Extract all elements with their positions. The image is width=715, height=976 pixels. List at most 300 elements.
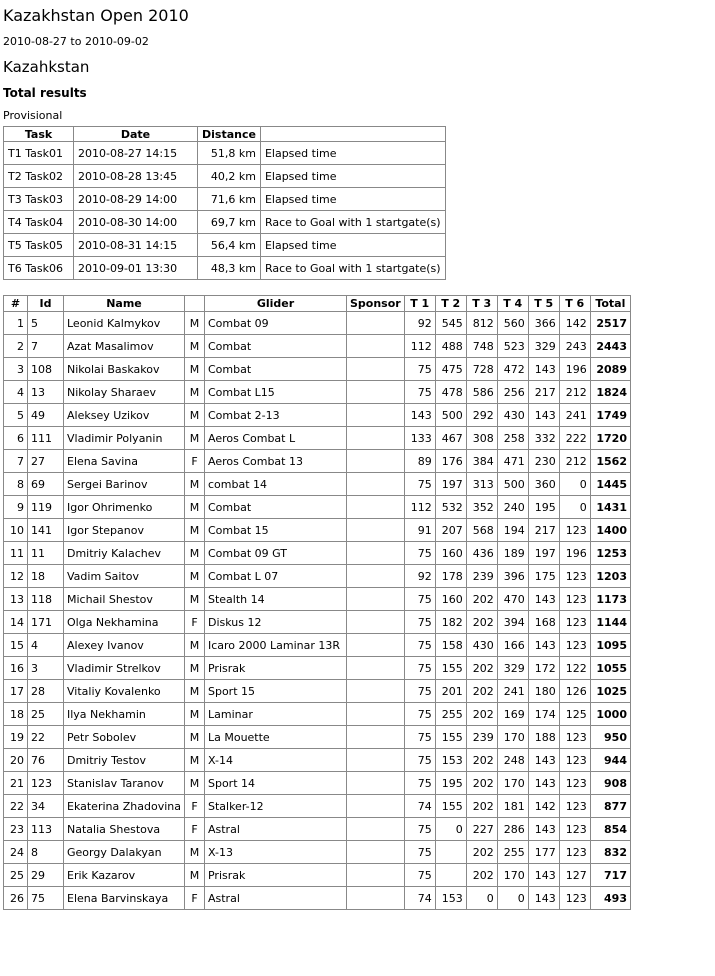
results-header-rank: # — [4, 296, 28, 312]
result-sex: M — [184, 542, 204, 565]
task-type: Race to Goal with 1 startgate(s) — [260, 211, 445, 234]
result-id: 8 — [28, 841, 64, 864]
result-t2: 158 — [435, 634, 466, 657]
result-id: 13 — [28, 381, 64, 404]
result-sex: F — [184, 795, 204, 818]
result-rank: 15 — [4, 634, 28, 657]
result-sponsor — [346, 358, 404, 381]
result-t6: 222 — [559, 427, 590, 450]
results-table — [3, 295, 631, 910]
result-t3: 313 — [466, 473, 497, 496]
result-t3: 352 — [466, 496, 497, 519]
result-t4: 166 — [497, 634, 528, 657]
result-rank: 24 — [4, 841, 28, 864]
tasks-header-row — [4, 127, 446, 142]
result-rank: 10 — [4, 519, 28, 542]
result-id: 171 — [28, 611, 64, 634]
result-t2: 178 — [435, 565, 466, 588]
result-t5: 143 — [528, 588, 559, 611]
result-id: 25 — [28, 703, 64, 726]
task-row — [4, 257, 446, 280]
result-t6: 123 — [559, 749, 590, 772]
task-row — [4, 165, 446, 188]
table-row — [4, 749, 631, 772]
result-t4: 560 — [497, 312, 528, 335]
result-pilot-name: Igor Ohrimenko — [64, 496, 185, 519]
result-rank: 11 — [4, 542, 28, 565]
status-label: Provisional — [3, 109, 63, 122]
task-distance: 56,4 km — [198, 234, 261, 257]
result-t2: 255 — [435, 703, 466, 726]
result-t6: 123 — [559, 588, 590, 611]
result-total: 2517 — [590, 312, 630, 335]
result-id: 108 — [28, 358, 64, 381]
result-sex: M — [184, 473, 204, 496]
result-t4: 472 — [497, 358, 528, 381]
result-t5: 168 — [528, 611, 559, 634]
result-glider: Combat 2-13 — [204, 404, 346, 427]
result-sex: M — [184, 726, 204, 749]
result-t4: 470 — [497, 588, 528, 611]
result-t4: 170 — [497, 726, 528, 749]
result-t4: 189 — [497, 542, 528, 565]
result-t6: 212 — [559, 381, 590, 404]
result-t2 — [435, 841, 466, 864]
result-pilot-name: Elena Barvinskaya — [64, 887, 185, 910]
task-distance: 69,7 km — [198, 211, 261, 234]
result-t3: 202 — [466, 680, 497, 703]
result-t6: 123 — [559, 772, 590, 795]
result-t4: 170 — [497, 772, 528, 795]
results-header-t5: T 5 — [528, 296, 559, 312]
result-glider: Combat L15 — [204, 381, 346, 404]
results-header-t1: T 1 — [404, 296, 435, 312]
result-sex: M — [184, 335, 204, 358]
result-pilot-name: Dmitriy Testov — [64, 749, 185, 772]
result-sex: M — [184, 588, 204, 611]
result-t6: 123 — [559, 795, 590, 818]
result-sponsor — [346, 680, 404, 703]
result-t6: 123 — [559, 887, 590, 910]
result-glider: Laminar — [204, 703, 346, 726]
result-rank: 21 — [4, 772, 28, 795]
result-t4: 396 — [497, 565, 528, 588]
table-row — [4, 542, 631, 565]
result-total: 493 — [590, 887, 630, 910]
result-pilot-name: Dmitriy Kalachev — [64, 542, 185, 565]
task-type: Elapsed time — [260, 188, 445, 211]
table-row — [4, 772, 631, 795]
result-rank: 2 — [4, 335, 28, 358]
result-pilot-name: Michail Shestov — [64, 588, 185, 611]
tasks-header-type — [260, 127, 445, 142]
result-total: 877 — [590, 795, 630, 818]
result-t6: 122 — [559, 657, 590, 680]
result-sponsor — [346, 841, 404, 864]
result-t2: 197 — [435, 473, 466, 496]
table-row — [4, 404, 631, 427]
result-glider: Sport 14 — [204, 772, 346, 795]
task-row — [4, 211, 446, 234]
task-date: 2010-09-01 13:30 — [74, 257, 198, 280]
task-row — [4, 188, 446, 211]
result-rank: 20 — [4, 749, 28, 772]
result-glider: La Mouette — [204, 726, 346, 749]
result-t2: 478 — [435, 381, 466, 404]
result-pilot-name: Ekaterina Zhadovina — [64, 795, 185, 818]
result-rank: 25 — [4, 864, 28, 887]
page-title: Kazakhstan Open 2010 — [3, 6, 189, 25]
table-row — [4, 887, 631, 910]
tasks-header-distance: Distance — [198, 127, 261, 142]
result-sponsor — [346, 381, 404, 404]
table-row — [4, 841, 631, 864]
task-type: Elapsed time — [260, 234, 445, 257]
result-t2: 160 — [435, 542, 466, 565]
table-row — [4, 726, 631, 749]
result-sex: M — [184, 404, 204, 427]
result-glider: Combat — [204, 335, 346, 358]
result-pilot-name: Erik Kazarov — [64, 864, 185, 887]
result-t1: 75 — [404, 841, 435, 864]
result-t2: 155 — [435, 726, 466, 749]
result-sponsor — [346, 887, 404, 910]
result-sex: F — [184, 818, 204, 841]
result-t1: 75 — [404, 818, 435, 841]
results-header-total: Total — [590, 296, 630, 312]
task-type: Elapsed time — [260, 142, 445, 165]
results-header-t3: T 3 — [466, 296, 497, 312]
result-t5: 230 — [528, 450, 559, 473]
result-pilot-name: Petr Sobolev — [64, 726, 185, 749]
result-t6: 123 — [559, 841, 590, 864]
result-id: 3 — [28, 657, 64, 680]
result-t1: 133 — [404, 427, 435, 450]
result-t5: 143 — [528, 404, 559, 427]
result-t4: 286 — [497, 818, 528, 841]
result-sex: F — [184, 611, 204, 634]
task-name: T1 Task01 — [4, 142, 74, 165]
result-t3: 239 — [466, 565, 497, 588]
table-row — [4, 312, 631, 335]
result-total: 2089 — [590, 358, 630, 381]
tasks-header-date: Date — [74, 127, 198, 142]
table-row — [4, 565, 631, 588]
result-glider: Stealth 14 — [204, 588, 346, 611]
task-name: T6 Task06 — [4, 257, 74, 280]
results-header-t6: T 6 — [559, 296, 590, 312]
result-sponsor — [346, 565, 404, 588]
result-rank: 5 — [4, 404, 28, 427]
result-glider: Icaro 2000 Laminar 13R — [204, 634, 346, 657]
result-sponsor — [346, 703, 404, 726]
result-total: 944 — [590, 749, 630, 772]
result-sex: M — [184, 312, 204, 335]
result-sponsor — [346, 634, 404, 657]
result-total: 1400 — [590, 519, 630, 542]
result-total: 854 — [590, 818, 630, 841]
result-t4: 194 — [497, 519, 528, 542]
result-t5: 180 — [528, 680, 559, 703]
result-id: 34 — [28, 795, 64, 818]
result-total: 717 — [590, 864, 630, 887]
result-total: 2443 — [590, 335, 630, 358]
result-t6: 142 — [559, 312, 590, 335]
result-glider: Astral — [204, 818, 346, 841]
result-t4: 256 — [497, 381, 528, 404]
result-total: 1824 — [590, 381, 630, 404]
result-sex: M — [184, 680, 204, 703]
result-t1: 75 — [404, 381, 435, 404]
results-header-sponsor: Sponsor — [346, 296, 404, 312]
table-row — [4, 519, 631, 542]
result-t2: 545 — [435, 312, 466, 335]
result-t4: 329 — [497, 657, 528, 680]
result-pilot-name: Stanislav Taranov — [64, 772, 185, 795]
result-sex: M — [184, 565, 204, 588]
result-id: 28 — [28, 680, 64, 703]
result-glider: Sport 15 — [204, 680, 346, 703]
result-t2: 160 — [435, 588, 466, 611]
location-heading: Kazahkstan — [3, 58, 90, 76]
result-t1: 75 — [404, 542, 435, 565]
result-t3: 430 — [466, 634, 497, 657]
result-sponsor — [346, 772, 404, 795]
result-t3: 586 — [466, 381, 497, 404]
result-sex: M — [184, 841, 204, 864]
result-t2: 176 — [435, 450, 466, 473]
result-t1: 89 — [404, 450, 435, 473]
table-row — [4, 795, 631, 818]
result-glider: X-14 — [204, 749, 346, 772]
result-total: 1025 — [590, 680, 630, 703]
result-t5: 143 — [528, 887, 559, 910]
result-id: 22 — [28, 726, 64, 749]
result-sex: F — [184, 887, 204, 910]
result-pilot-name: Vitaliy Kovalenko — [64, 680, 185, 703]
task-type: Race to Goal with 1 startgate(s) — [260, 257, 445, 280]
result-pilot-name: Sergei Barinov — [64, 473, 185, 496]
result-t2: 195 — [435, 772, 466, 795]
result-sex: M — [184, 496, 204, 519]
result-t1: 143 — [404, 404, 435, 427]
results-header-name: Name — [64, 296, 185, 312]
result-t1: 75 — [404, 657, 435, 680]
result-t2: 467 — [435, 427, 466, 450]
result-t2: 0 — [435, 818, 466, 841]
task-name: T5 Task05 — [4, 234, 74, 257]
result-t4: 394 — [497, 611, 528, 634]
result-t2 — [435, 864, 466, 887]
result-sponsor — [346, 519, 404, 542]
task-date: 2010-08-27 14:15 — [74, 142, 198, 165]
result-t3: 292 — [466, 404, 497, 427]
result-id: 11 — [28, 542, 64, 565]
result-glider: Prisrak — [204, 864, 346, 887]
result-t1: 75 — [404, 611, 435, 634]
result-rank: 18 — [4, 703, 28, 726]
result-rank: 3 — [4, 358, 28, 381]
result-t3: 728 — [466, 358, 497, 381]
result-total: 1445 — [590, 473, 630, 496]
result-glider: Diskus 12 — [204, 611, 346, 634]
result-t1: 75 — [404, 864, 435, 887]
result-pilot-name: Natalia Shestova — [64, 818, 185, 841]
results-header-id: Id — [28, 296, 64, 312]
result-t5: 360 — [528, 473, 559, 496]
result-total: 1000 — [590, 703, 630, 726]
result-rank: 4 — [4, 381, 28, 404]
result-sponsor — [346, 795, 404, 818]
result-t5: 188 — [528, 726, 559, 749]
result-pilot-name: Vladimir Polyanin — [64, 427, 185, 450]
result-t6: 123 — [559, 818, 590, 841]
result-sponsor — [346, 657, 404, 680]
result-t6: 0 — [559, 496, 590, 519]
result-t2: 532 — [435, 496, 466, 519]
result-pilot-name: Aleksey Uzikov — [64, 404, 185, 427]
result-t4: 430 — [497, 404, 528, 427]
result-id: 29 — [28, 864, 64, 887]
result-id: 4 — [28, 634, 64, 657]
result-sex: M — [184, 864, 204, 887]
result-t4: 523 — [497, 335, 528, 358]
result-t6: 212 — [559, 450, 590, 473]
task-distance: 51,8 km — [198, 142, 261, 165]
table-row — [4, 588, 631, 611]
result-rank: 7 — [4, 450, 28, 473]
result-t6: 0 — [559, 473, 590, 496]
result-total: 1720 — [590, 427, 630, 450]
task-row — [4, 142, 446, 165]
result-sponsor — [346, 588, 404, 611]
result-total: 1253 — [590, 542, 630, 565]
table-row — [4, 473, 631, 496]
result-t2: 201 — [435, 680, 466, 703]
result-sponsor — [346, 864, 404, 887]
result-total: 1173 — [590, 588, 630, 611]
result-rank: 12 — [4, 565, 28, 588]
result-t5: 143 — [528, 772, 559, 795]
result-t5: 174 — [528, 703, 559, 726]
result-t3: 0 — [466, 887, 497, 910]
result-pilot-name: Ilya Nekhamin — [64, 703, 185, 726]
result-t5: 143 — [528, 634, 559, 657]
result-t4: 169 — [497, 703, 528, 726]
result-t4: 240 — [497, 496, 528, 519]
result-t4: 500 — [497, 473, 528, 496]
result-t5: 143 — [528, 749, 559, 772]
result-id: 123 — [28, 772, 64, 795]
result-pilot-name: Nikolay Sharaev — [64, 381, 185, 404]
result-sex: M — [184, 772, 204, 795]
result-pilot-name: Alexey Ivanov — [64, 634, 185, 657]
result-glider: Combat L 07 — [204, 565, 346, 588]
result-rank: 8 — [4, 473, 28, 496]
result-t4: 170 — [497, 864, 528, 887]
task-type: Elapsed time — [260, 165, 445, 188]
result-t3: 202 — [466, 772, 497, 795]
result-t3: 568 — [466, 519, 497, 542]
result-id: 5 — [28, 312, 64, 335]
table-row — [4, 358, 631, 381]
result-t5: 332 — [528, 427, 559, 450]
result-rank: 6 — [4, 427, 28, 450]
result-sex: M — [184, 634, 204, 657]
result-t3: 202 — [466, 657, 497, 680]
task-date: 2010-08-28 13:45 — [74, 165, 198, 188]
result-t3: 239 — [466, 726, 497, 749]
result-rank: 17 — [4, 680, 28, 703]
result-t3: 202 — [466, 611, 497, 634]
result-sponsor — [346, 542, 404, 565]
result-t2: 153 — [435, 749, 466, 772]
result-t5: 329 — [528, 335, 559, 358]
result-rank: 19 — [4, 726, 28, 749]
result-t2: 500 — [435, 404, 466, 427]
result-rank: 22 — [4, 795, 28, 818]
table-row — [4, 611, 631, 634]
results-header-glider: Glider — [204, 296, 346, 312]
result-glider: X-13 — [204, 841, 346, 864]
result-t1: 74 — [404, 887, 435, 910]
result-total: 950 — [590, 726, 630, 749]
result-t1: 92 — [404, 312, 435, 335]
competition-dates: 2010-08-27 to 2010-09-02 — [3, 35, 149, 48]
result-id: 119 — [28, 496, 64, 519]
result-pilot-name: Azat Masalimov — [64, 335, 185, 358]
result-t6: 123 — [559, 634, 590, 657]
result-t2: 207 — [435, 519, 466, 542]
result-glider: Combat 15 — [204, 519, 346, 542]
table-row — [4, 450, 631, 473]
result-glider: Combat 09 GT — [204, 542, 346, 565]
result-t3: 227 — [466, 818, 497, 841]
result-t1: 75 — [404, 726, 435, 749]
result-t1: 74 — [404, 795, 435, 818]
result-id: 111 — [28, 427, 64, 450]
result-glider: Combat 09 — [204, 312, 346, 335]
result-t5: 195 — [528, 496, 559, 519]
result-t4: 241 — [497, 680, 528, 703]
tasks-header-task: Task — [4, 127, 74, 142]
result-t6: 196 — [559, 542, 590, 565]
result-t1: 75 — [404, 772, 435, 795]
result-t2: 155 — [435, 795, 466, 818]
result-t1: 75 — [404, 358, 435, 381]
result-pilot-name: Vadim Saitov — [64, 565, 185, 588]
task-name: T4 Task04 — [4, 211, 74, 234]
result-id: 113 — [28, 818, 64, 841]
result-t1: 75 — [404, 680, 435, 703]
result-t1: 75 — [404, 588, 435, 611]
result-t2: 182 — [435, 611, 466, 634]
result-t5: 143 — [528, 864, 559, 887]
result-t6: 126 — [559, 680, 590, 703]
result-sponsor — [346, 473, 404, 496]
result-t6: 123 — [559, 726, 590, 749]
result-sex: M — [184, 519, 204, 542]
result-t6: 127 — [559, 864, 590, 887]
task-distance: 71,6 km — [198, 188, 261, 211]
result-t3: 812 — [466, 312, 497, 335]
result-t3: 202 — [466, 795, 497, 818]
result-t4: 181 — [497, 795, 528, 818]
result-total: 832 — [590, 841, 630, 864]
result-t3: 202 — [466, 749, 497, 772]
results-header-t4: T 4 — [497, 296, 528, 312]
result-t1: 75 — [404, 749, 435, 772]
